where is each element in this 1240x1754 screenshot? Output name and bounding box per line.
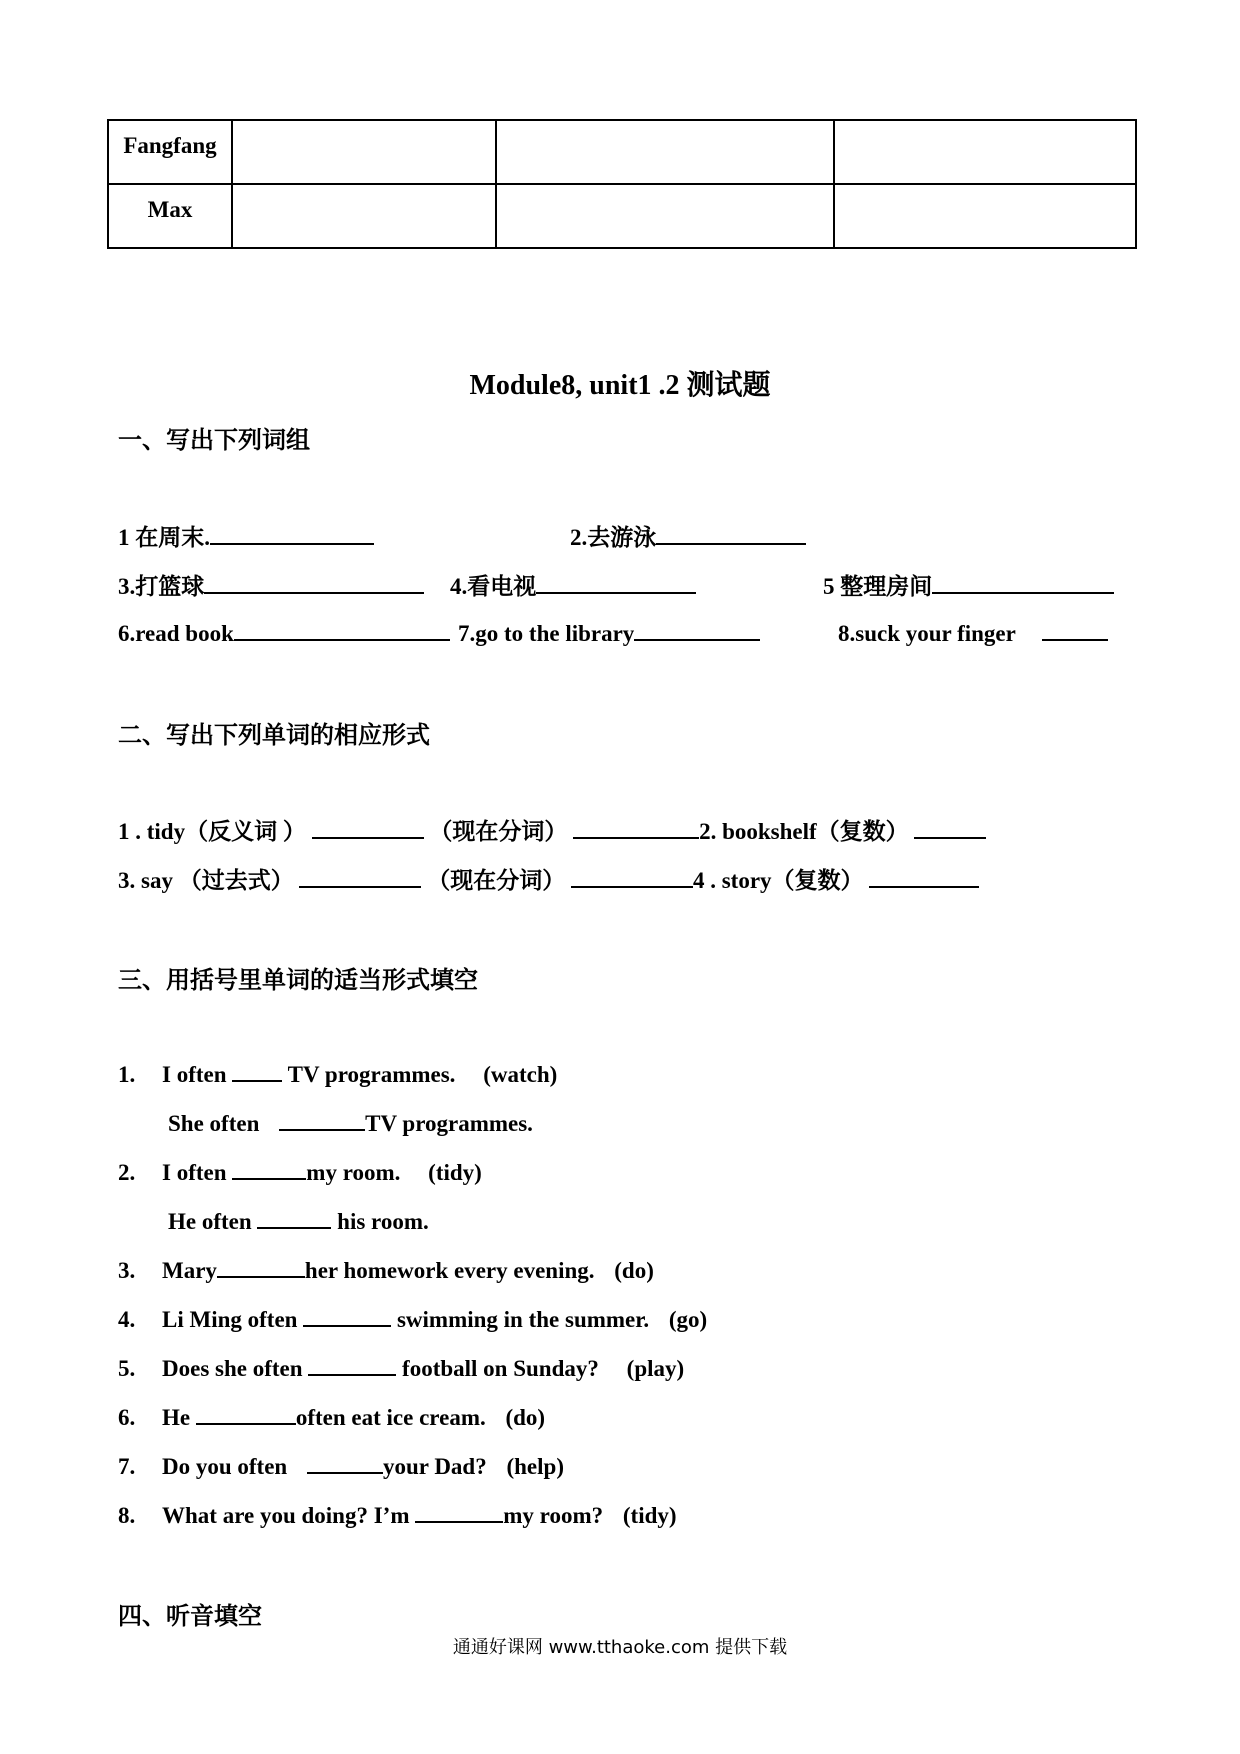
s3-q3: 3. Mary her homework every evening. (do) (118, 1254, 654, 1284)
answer-blank[interactable] (279, 1107, 365, 1131)
s3-q1: 1. I often TV programmes. (watch) (118, 1058, 557, 1088)
section4-heading: 四、听音填空 (118, 1604, 262, 1630)
answer-blank[interactable] (536, 570, 696, 594)
s3-q2-sub: He often his room. (168, 1205, 429, 1235)
answer-blank[interactable] (308, 1352, 396, 1376)
answer-blank[interactable] (869, 864, 979, 888)
s1-item-6: 6.read book (118, 617, 450, 647)
table-cell (232, 120, 496, 184)
s1-item-8: 8.suck your finger (838, 617, 1108, 647)
table-cell (232, 184, 496, 248)
s1-item-4: 4.看电视 (450, 568, 696, 601)
answer-blank[interactable] (232, 1156, 306, 1180)
s1-item-7: 7.go to the library (458, 617, 760, 647)
section1-heading: 一、写出下列词组 (118, 428, 310, 454)
s2-line-2: 3. say （过去式） （现在分词） 4 . story（复数） (118, 862, 979, 895)
table-row (108, 184, 1136, 248)
s1-item-3: 3.打篮球 (118, 568, 424, 601)
s1-item-1: 1 在周末. (118, 519, 374, 552)
answer-blank[interactable] (573, 815, 699, 839)
answer-blank[interactable] (299, 864, 421, 888)
s3-q1-sub: She often TV programmes. (168, 1107, 533, 1137)
answer-blank[interactable] (571, 864, 693, 888)
answer-table (107, 119, 1137, 249)
table-cell (834, 184, 1136, 248)
answer-blank[interactable] (914, 815, 986, 839)
answer-blank[interactable] (303, 1303, 391, 1327)
s3-q5: 5. Does she often football on Sunday? (play) (118, 1352, 684, 1382)
answer-blank[interactable] (234, 617, 450, 641)
answer-blank[interactable] (210, 521, 374, 545)
answer-blank[interactable] (312, 815, 424, 839)
answer-blank[interactable] (634, 617, 760, 641)
s1-item-5: 5 整理房间 (823, 568, 1114, 601)
s3-q7: 7. Do you often your Dad? (help) (118, 1450, 564, 1480)
row-name-fangfang: Fangfang (108, 120, 232, 184)
answer-blank[interactable] (232, 1058, 282, 1082)
answer-blank[interactable] (204, 570, 424, 594)
answer-blank[interactable] (656, 521, 806, 545)
answer-blank[interactable] (217, 1254, 305, 1278)
answer-blank[interactable] (257, 1205, 331, 1229)
answer-blank[interactable] (415, 1499, 503, 1523)
s3-q2: 2. I often my room. (tidy) (118, 1156, 482, 1186)
section2-heading: 二、写出下列单词的相应形式 (118, 723, 430, 749)
answer-blank[interactable] (196, 1401, 296, 1425)
table-cell (496, 184, 834, 248)
s3-q6: 6. He often eat ice cream. (do) (118, 1401, 545, 1431)
section3-heading: 三、用括号里单词的适当形式填空 (118, 968, 478, 994)
answer-blank[interactable] (1042, 617, 1108, 641)
answer-blank[interactable] (307, 1450, 383, 1474)
page-title: Module8, unit1 .2 测试题 (469, 370, 771, 401)
s3-q4: 4. Li Ming often swimming in the summer. (go) (118, 1303, 707, 1333)
table-row (108, 120, 1136, 184)
s2-line-1: 1 . tidy（反义词 ） （现在分词） 2. bookshelf（复数） (118, 813, 986, 846)
row-name-max: Max (108, 184, 232, 248)
answer-blank[interactable] (932, 570, 1114, 594)
table-cell (496, 120, 834, 184)
s1-item-2: 2.去游泳 (570, 519, 806, 552)
page-footer: 通通好课网 www.tthaoke.com 提供下载 (452, 1637, 788, 1658)
s3-q8: 8. What are you doing? I’m my room? (tidy) (118, 1499, 677, 1529)
table-cell (834, 120, 1136, 184)
